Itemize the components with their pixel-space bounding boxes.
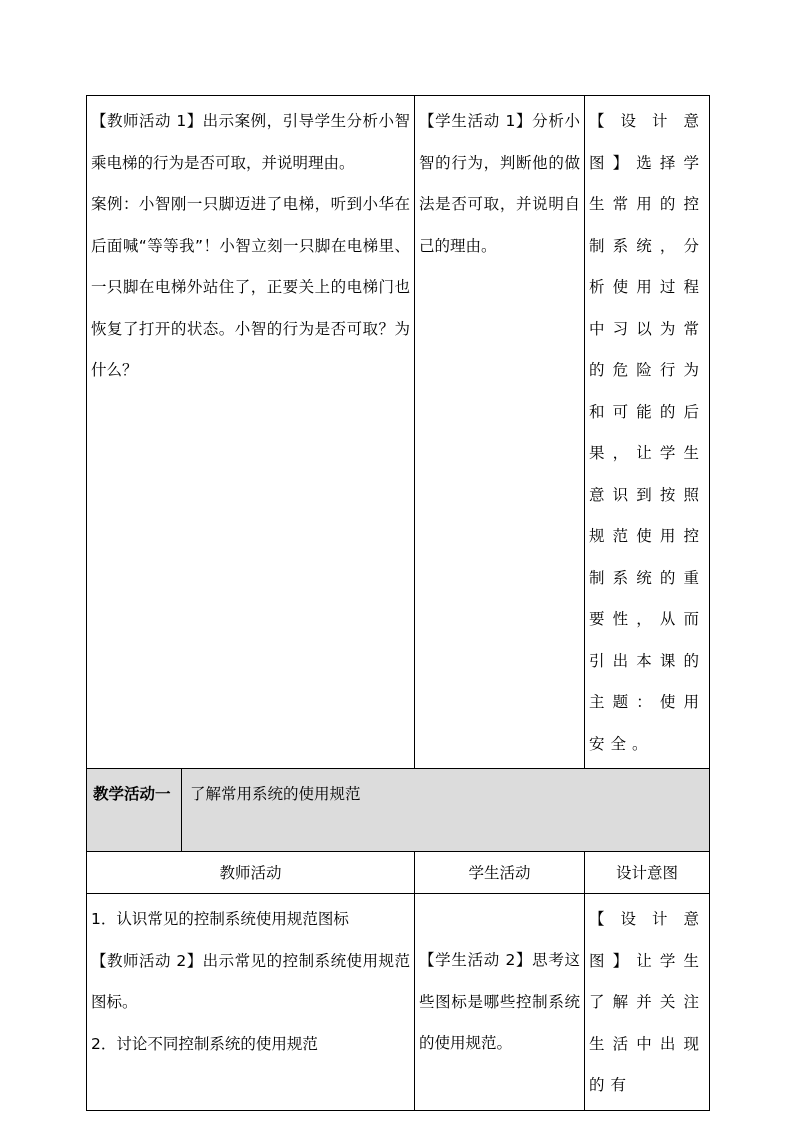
teacher-step-2-text: 2．讨论不同控制系统的使用规范 <box>91 1034 318 1053</box>
design-intent-1-text: 【设计意图】选择学生常用的控制系统，分析使用过程中习以为常的危险行为和可能的后果，让学生意识到按照规范使用控制系统的重要性，从而引出本课的主题：使用安全。 <box>589 112 706 753</box>
teacher-activity-2-cell <box>87 894 415 1111</box>
teacher-activity-1-cell <box>87 96 415 769</box>
teacher-activity-header: 教师活动 <box>87 852 415 894</box>
activity-row-1 <box>87 96 710 769</box>
teacher-step-1-text: 1．认识常见的控制系统使用规范图标 <box>91 910 349 928</box>
section-heading-row <box>87 769 710 852</box>
design-intent-2-text: 【设计意图】让学生了解并关注生活中出现的有 <box>589 910 706 1094</box>
design-intent-header: 设计意图 <box>585 852 710 894</box>
section-label: 教学活动一 <box>93 785 171 803</box>
section-description: 了解常用系统的使用规范 <box>190 785 361 803</box>
activity-row-2 <box>87 894 710 1111</box>
teacher-activity-2-text: 【教师活动 2】出示常见的控制系统使用规范图标。 <box>91 951 411 1011</box>
student-activity-2-text: 【学生活动 2】思考这些图标是哪些控制系统的使用规范。 <box>419 951 581 1052</box>
design-intent-1-cell <box>585 96 710 769</box>
lesson-plan-table <box>86 95 710 1111</box>
student-activity-header: 学生活动 <box>415 852 585 894</box>
student-activity-1-cell <box>415 96 585 769</box>
section-description-cell <box>182 769 710 852</box>
student-activity-2-cell <box>415 894 585 1111</box>
design-intent-2-cell <box>585 894 710 1111</box>
section-label-cell <box>87 769 182 852</box>
student-activity-1-text: 【学生活动 1】分析小智的行为，判断他的做法是否可取，并说明自己的理由。 <box>419 112 581 255</box>
teacher-activity-1-text: 【教师活动 1】出示案例，引导学生分析小智乘电梯的行为是否可取，并说明理由。 <box>91 112 411 172</box>
case-description-text: 案例：小智刚一只脚迈进了电梯，听到小华在后面喊“等等我”！小智立刻一只脚在电梯里、一只脚在电梯外站住了，正要关上的电梯门也恢复了打开的状态。小智的行为是否可取？为什么？ <box>91 195 411 379</box>
column-header-row <box>87 852 710 894</box>
